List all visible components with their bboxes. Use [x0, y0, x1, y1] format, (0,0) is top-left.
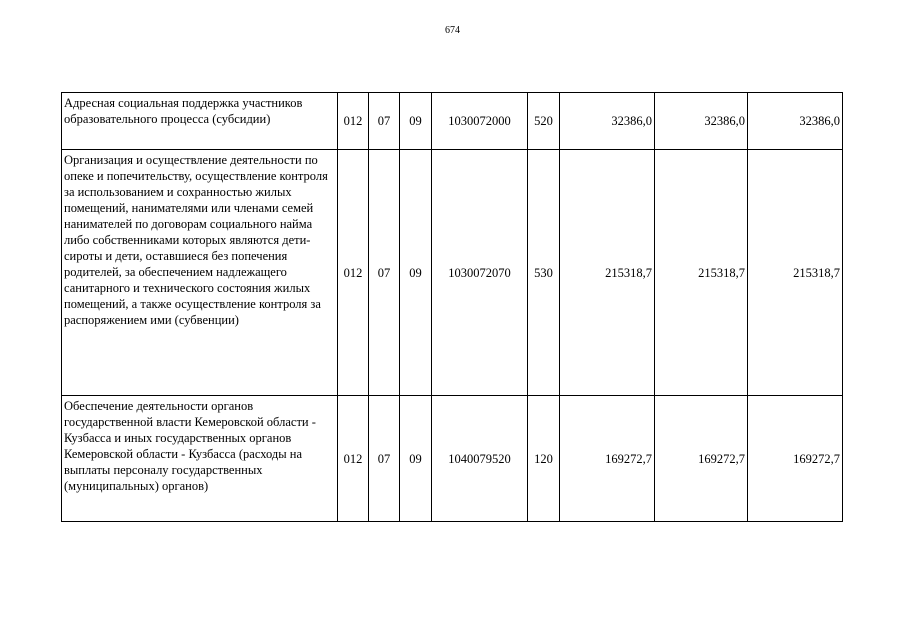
ministry-code: 012	[338, 396, 369, 522]
ministry-code: 012	[338, 93, 369, 150]
amount-year-3: 215318,7	[748, 150, 843, 396]
budget-table	[61, 92, 843, 522]
section-code: 07	[369, 93, 400, 150]
row-description: Организация и осуществление деятельности по опеке и попечительству, осуществление контроля за использованием и сохранностью жилых помещений, нанимателями или членами семей нанимателей по договорам социального найма либо собственниками которых являются дети-сироты и дети, оставшиеся без попечения родителей, за обеспечением надлежащего санитарного и технического состояния жилых помещений, а также осуществление контроля за распоряжением ими (субвенции)	[62, 150, 338, 396]
amount-year-2: 169272,7	[655, 396, 748, 522]
row-description: Обеспечение деятельности органов государственной власти Кемеровской области - Кузбасса и иных государственных органов Кемеровской области - Кузбасса (расходы на выплаты персоналу государственных (муниципальных) органов)	[62, 396, 338, 522]
section-code: 07	[369, 396, 400, 522]
row-description: Адресная социальная поддержка участников образовательного процесса (субсидии)	[62, 93, 338, 150]
amount-year-2: 215318,7	[655, 150, 748, 396]
target-article-code: 1030072000	[432, 93, 528, 150]
subsection-code: 09	[400, 396, 432, 522]
table-row	[62, 396, 843, 522]
amount-year-3: 169272,7	[748, 396, 843, 522]
amount-year-1: 215318,7	[560, 150, 655, 396]
expense-type-code: 530	[528, 150, 560, 396]
expense-type-code: 520	[528, 93, 560, 150]
amount-year-1: 32386,0	[560, 93, 655, 150]
table-row	[62, 150, 843, 396]
target-article-code: 1040079520	[432, 396, 528, 522]
expense-type-code: 120	[528, 396, 560, 522]
amount-year-2: 32386,0	[655, 93, 748, 150]
section-code: 07	[369, 150, 400, 396]
subsection-code: 09	[400, 150, 432, 396]
amount-year-3: 32386,0	[748, 93, 843, 150]
subsection-code: 09	[400, 93, 432, 150]
target-article-code: 1030072070	[432, 150, 528, 396]
table-row	[62, 93, 843, 150]
ministry-code: 012	[338, 150, 369, 396]
amount-year-1: 169272,7	[560, 396, 655, 522]
page-number: 674	[445, 25, 460, 36]
